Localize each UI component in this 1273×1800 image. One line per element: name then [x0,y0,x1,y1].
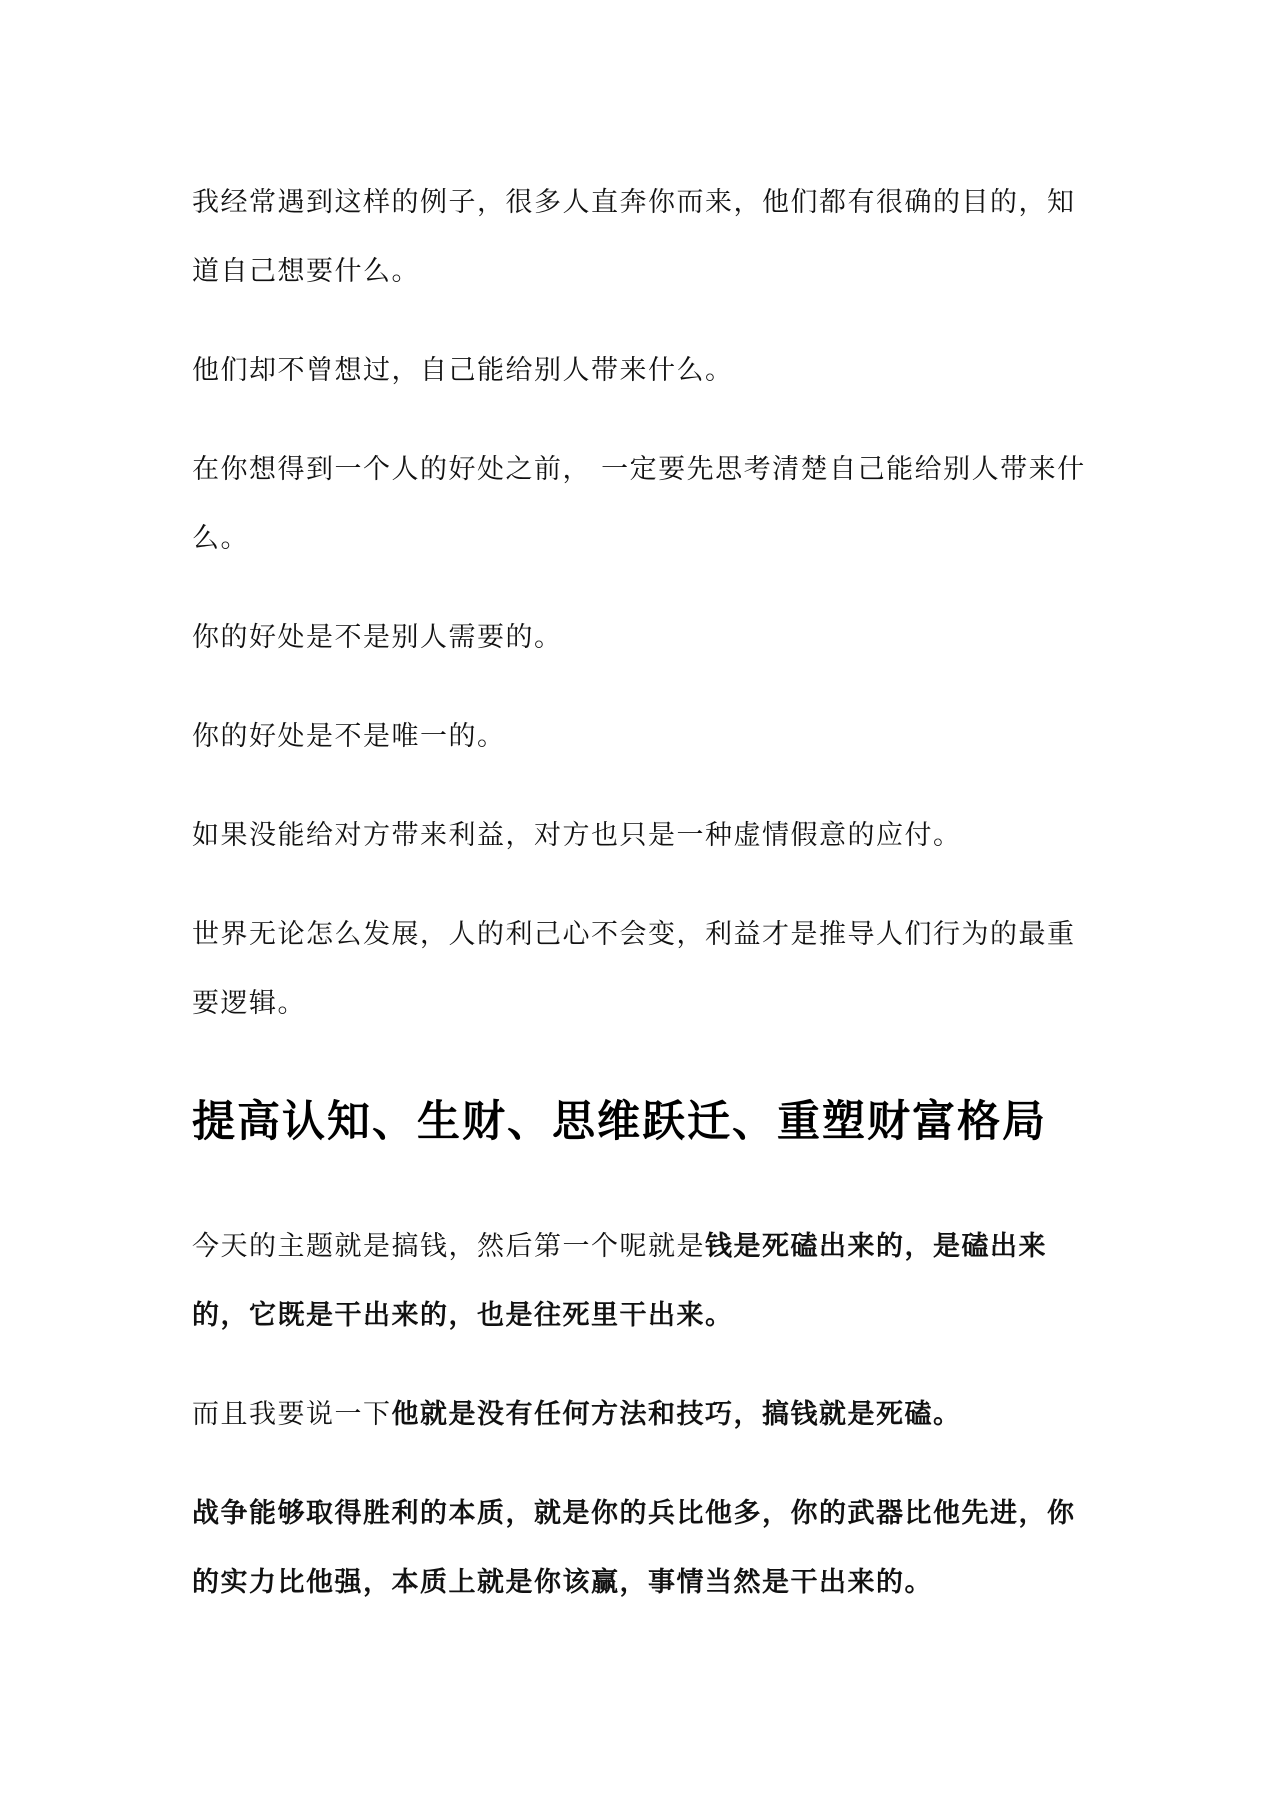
paragraph-8 [192,1212,1092,1350]
paragraph-1: 我经常遇到这样的例子，很多人直奔你而来，他们都有很确的目的，知道自己想要什么。 [192,187,1076,287]
paragraph-10 [192,1479,1092,1617]
paragraph-8-bold: 钱是死磕出来的，是磕出来的，它既是干出来的，也是往死里干出来。 [192,1231,1047,1331]
paragraph-9-normal: 而且我要说一下 [192,1399,392,1430]
paragraph-4: 你的好处是不是别人需要的。 [192,622,563,653]
document-body [192,168,1092,1647]
paragraph-6: 如果没能给对方带来利益，对方也只是一种虚情假意的应付。 [192,820,962,851]
paragraph-3: 在你想得到一个人的好处之前， 一定要先思考清楚自己能给别人带来什么。 [192,454,1086,554]
paragraph-10-bold: 战争能够取得胜利的本质，就是你的兵比他多，你的武器比他先进，你的实力比他强，本质上就是你该赢，事情当然是干出来的。 [192,1498,1076,1598]
section-heading: 提高认知、生财、思维跃迁、重塑财富格局 [192,1097,1047,1147]
paragraph-2: 他们却不曾想过，自己能给别人带来什么。 [192,355,734,386]
paragraph-5: 你的好处是不是唯一的。 [192,721,506,752]
paragraph-8-normal: 今天的主题就是搞钱，然后第一个呢就是 [192,1231,705,1262]
paragraph-7: 世界无论怎么发展，人的利己心不会变，利益才是推导人们行为的最重要逻辑。 [192,919,1076,1019]
paragraph-9 [192,1380,1092,1449]
paragraph-9-bold: 他就是没有任何方法和技巧，搞钱就是死磕。 [391,1399,962,1430]
